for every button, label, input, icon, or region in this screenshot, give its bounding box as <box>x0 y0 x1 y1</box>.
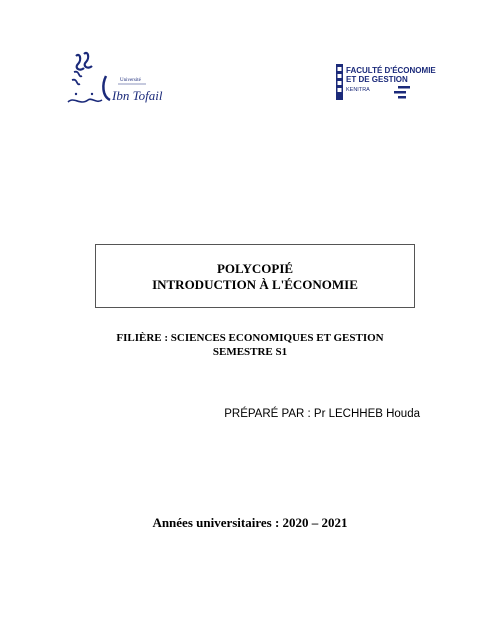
author-line: PRÉPARÉ PAR : Pr LECHHEB Houda <box>224 408 420 420</box>
university-logo <box>62 50 164 112</box>
feg-kenitra-logo-icon <box>336 62 436 102</box>
faculty-logo <box>336 62 436 102</box>
faculty-line1: FACULTÉ D'ÉCONOMIE <box>346 66 436 75</box>
course-title: INTRODUCTION À L'ÉCONOMIE <box>152 277 358 292</box>
university-small-label: Université <box>120 78 141 83</box>
faculty-line3: KENITRA <box>346 87 370 93</box>
university-name-latin: Ibn Tofail <box>112 88 163 103</box>
title-box <box>95 244 415 308</box>
semester-label: SEMESTRE S1 <box>212 346 288 358</box>
faculty-line2: ET DE GESTION <box>346 75 408 84</box>
program-info <box>60 331 440 359</box>
academic-years: Années universitaires : 2020 – 2021 <box>152 515 348 530</box>
program-name: FILIÈRE : SCIENCES ECONOMIQUES ET GESTION <box>116 332 384 344</box>
document-type-title: POLYCOPIÉ <box>216 261 294 276</box>
